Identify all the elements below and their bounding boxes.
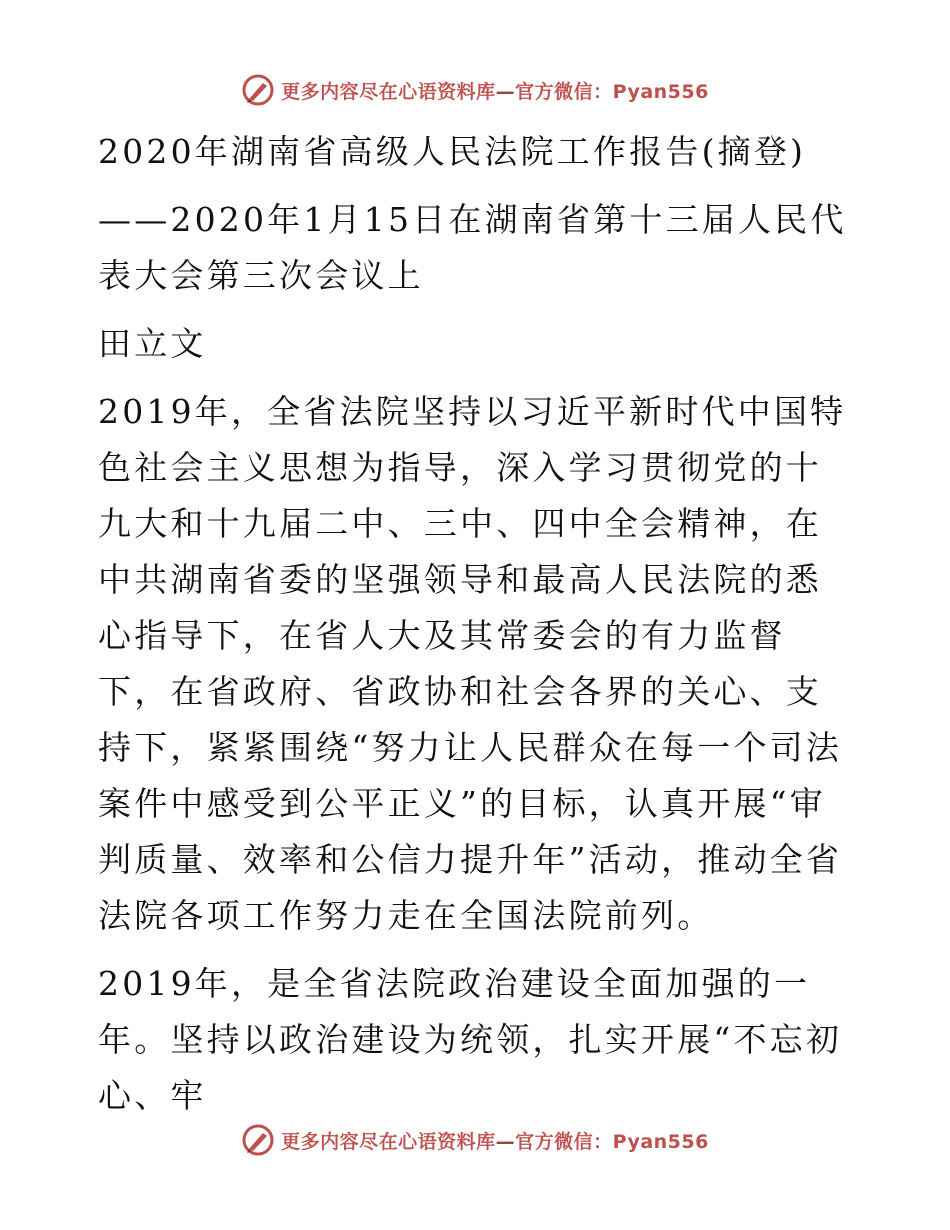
paragraph-1: 2019年，全省法院坚持以习近平新时代中国特色社会主义思想为指导，深入学习贯彻党的十九大和十九届二中、三中、四中全会精神，在中共湖南省委的坚强领导和最高人民法院的悉心指导下，在省人大及其常委会的有力监督下，在省政府、省政协和社会各界的关心、支持下，紧紧围绕“努力让人民群众在每一个司法案件中感受到公平正义”的目标，认真开展“审判质量、效率和公信力提升年”活动，推动全省法院各项工作努力走在全国法院前列。 [98, 392, 847, 935]
pen-logo-icon [241, 1123, 275, 1157]
watermark-main: 更多内容尽在心语资料库 [281, 80, 496, 103]
watermark-text [281, 1127, 709, 1154]
watermark-contact: 官方微信：Pyan556 [515, 80, 709, 103]
footer-watermark-banner [0, 1120, 950, 1160]
document-body [98, 122, 850, 1124]
document-subtitle: ——2020年1月15日在湖南省第十三届人民代表大会第三次会议上 [98, 200, 847, 295]
document-title: 2020年湖南省高级人民法院工作报告(摘登) [98, 132, 807, 171]
header-watermark-banner [0, 70, 950, 110]
paragraph-2: 2019年，是全省法院政治建设全面加强的一年。坚持以政治建设为统领，扎实开展“不忘初心、牢 [98, 964, 843, 1115]
document-author: 田立文 [98, 324, 207, 363]
pen-logo-icon [241, 73, 275, 107]
watermark-text [281, 77, 709, 104]
watermark-dash: — [495, 80, 516, 103]
watermark-contact: 官方微信：Pyan556 [515, 1130, 709, 1153]
watermark-main: 更多内容尽在心语资料库 [281, 1130, 496, 1153]
watermark-dash: — [495, 1130, 516, 1153]
